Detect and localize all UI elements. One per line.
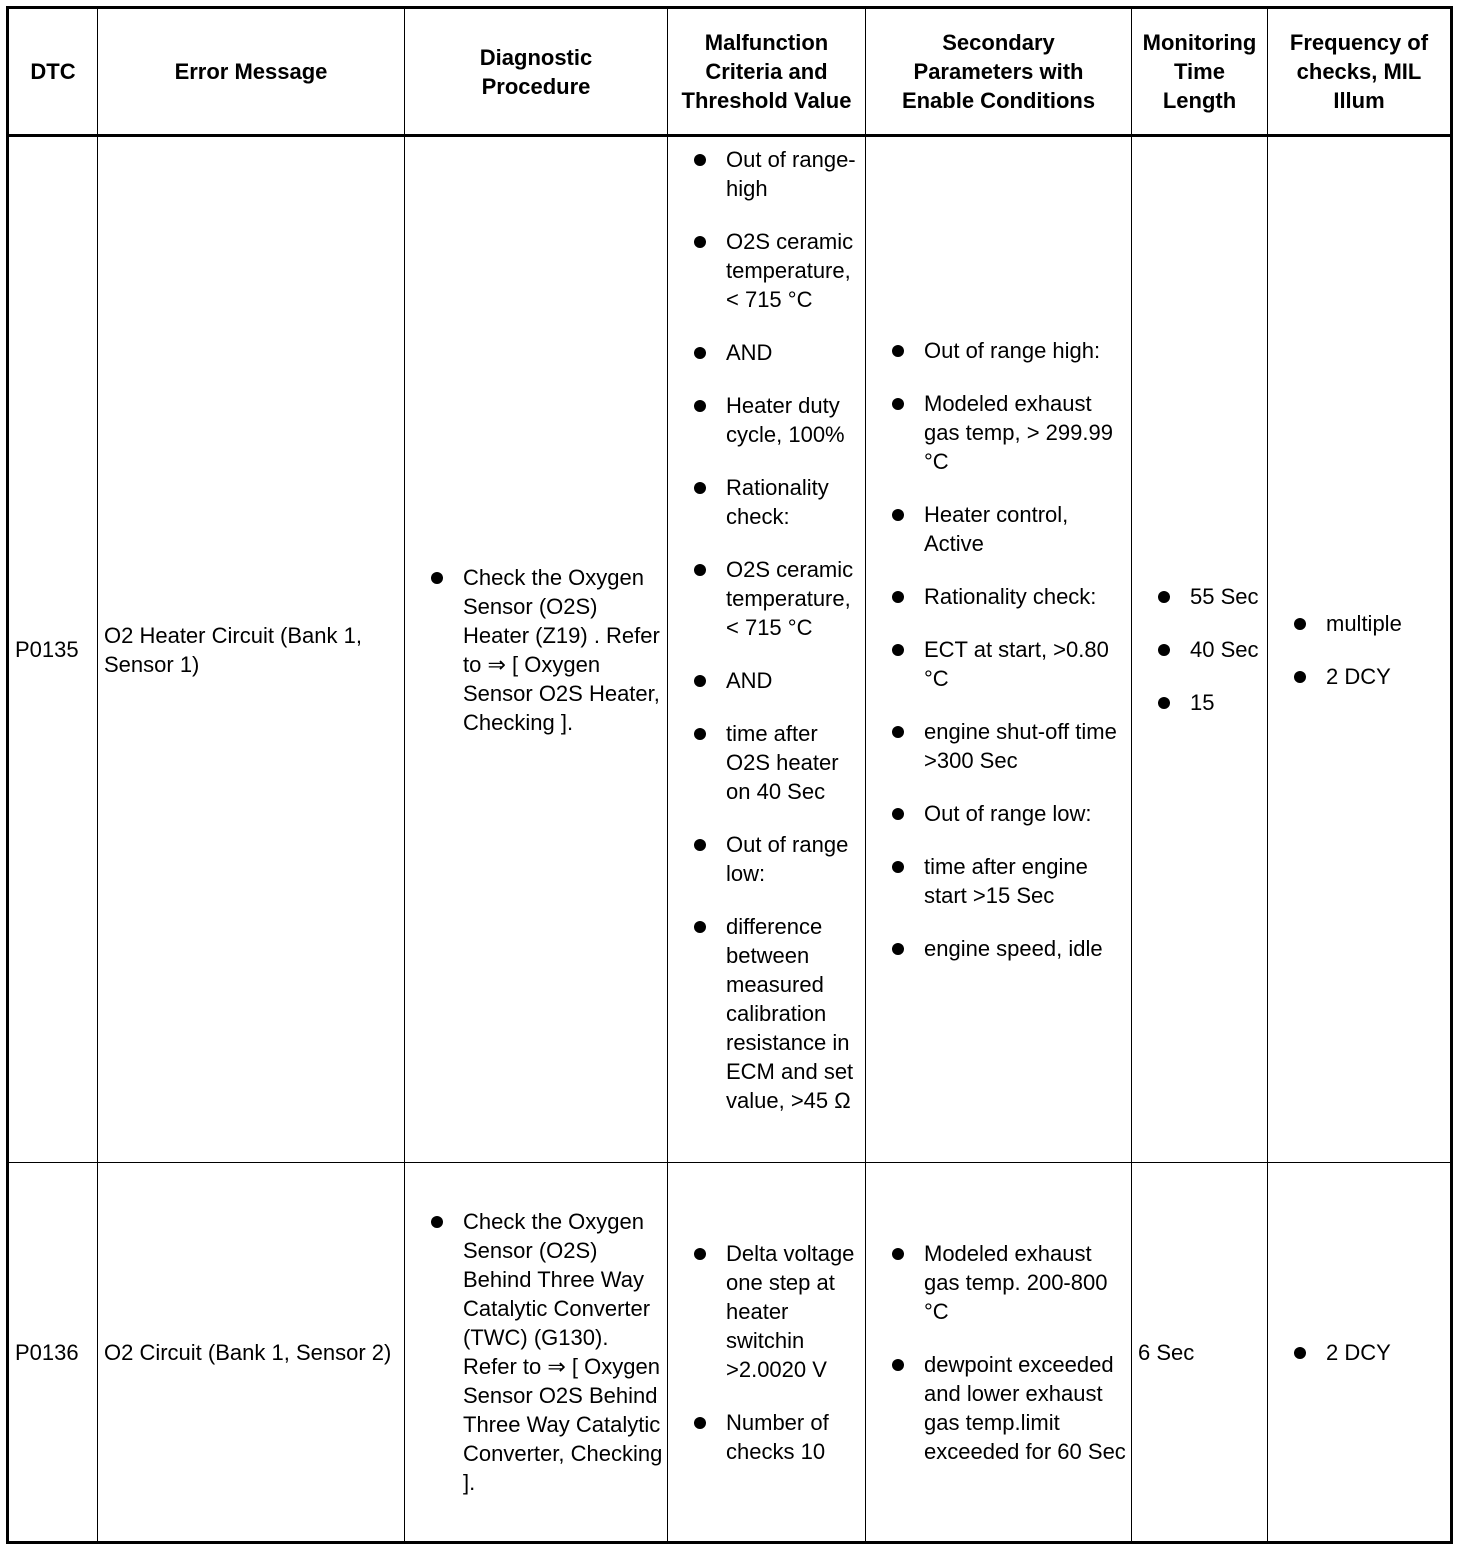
bullet-icon (1158, 644, 1170, 656)
diagnostic-procedure-text: Check the Oxygen Sensor (O2S) Behind Three Way Catalytic Converter (TWC) (G130). Refer to ⇒ [ Oxygen Sensor O2S Behind Three Way Catalytic Converter, Checking ]. (463, 1209, 663, 1495)
list-item (892, 717, 1127, 775)
list-item (1158, 688, 1263, 717)
parameter-text: Rationality check: (924, 584, 1097, 609)
header-diagnostic-procedure-text: Diagnostic Procedure (479, 44, 593, 99)
list-item (694, 666, 861, 695)
bullet-icon (694, 1248, 706, 1260)
list-item (694, 473, 861, 531)
monitoring-time-cell (1132, 136, 1268, 1163)
secondary-parameters-cell (866, 1163, 1132, 1543)
parameter-text: dewpoint exceeded and lower exhaust gas temp.limit exceeded for 60 Sec (924, 1351, 1126, 1464)
list-item (694, 830, 861, 888)
frequency-list (1274, 609, 1446, 691)
list-item (892, 635, 1127, 693)
bullet-icon (694, 564, 706, 576)
list-item (694, 338, 861, 367)
bullet-icon (694, 839, 706, 851)
malfunction-criteria-list (674, 145, 861, 1115)
diagnostic-procedure-cell (405, 136, 668, 1163)
bullet-icon (1294, 671, 1306, 683)
criteria-text: difference between measured calibration resistance in ECM and set value, >45 Ω (726, 914, 854, 1113)
header-frequency: Frequency of checks, MIL Illum (1268, 8, 1452, 136)
bullet-icon (892, 591, 904, 603)
criteria-text: Out of range low: (726, 832, 849, 886)
bullet-icon (431, 1216, 443, 1228)
header-dtc: DTC (8, 8, 98, 136)
bullet-icon (892, 1359, 904, 1371)
header-malfunction-criteria: Malfunction Criteria and Threshold Value (668, 8, 866, 136)
bullet-icon (694, 675, 706, 687)
criteria-text: AND (726, 340, 773, 365)
criteria-text: time after O2S heater on 40 Sec (726, 721, 839, 804)
bullet-icon (892, 1248, 904, 1260)
parameter-text: Heater control, Active (924, 502, 1069, 556)
list-item (694, 1408, 861, 1466)
header-error-message: Error Message (98, 8, 405, 136)
secondary-parameters-cell (866, 136, 1132, 1163)
bullet-icon (1294, 1347, 1306, 1359)
diagnostic-procedure-text: Check the Oxygen Sensor (O2S) Heater (Z19) . Refer to ⇒ [ Oxygen Sensor O2S Heater, Checking ]. (463, 564, 660, 735)
malfunction-criteria-cell (668, 1163, 866, 1543)
parameter-text: Out of range low: (924, 801, 1092, 826)
bullet-icon (892, 398, 904, 410)
bullet-icon (892, 509, 904, 521)
list-item (892, 500, 1127, 558)
dtc-table (6, 6, 1453, 1544)
bullet-icon (892, 861, 904, 873)
parameter-text: engine speed, idle (924, 936, 1103, 961)
list-item (1158, 635, 1263, 664)
error-message: O2 Circuit (Bank 1, Sensor 2) (98, 1163, 405, 1543)
bullet-icon (694, 728, 706, 740)
list-item (694, 912, 861, 1115)
secondary-parameters-list (872, 336, 1127, 963)
bullet-icon (892, 943, 904, 955)
bullet-icon (892, 808, 904, 820)
frequency-text: multiple (1326, 610, 1402, 636)
list-item (892, 799, 1127, 828)
list-item (892, 1239, 1127, 1326)
criteria-text: Number of checks 10 (726, 1409, 829, 1464)
list-item (892, 582, 1127, 611)
frequency-list (1274, 1338, 1446, 1367)
secondary-parameters-list (872, 1239, 1127, 1466)
criteria-text: Delta voltage one step at heater switchin >2.0020 V (726, 1240, 855, 1382)
frequency-text: 2 DCY (1326, 663, 1391, 689)
dtc-code: P0136 (8, 1163, 98, 1543)
bullet-icon (431, 572, 443, 584)
criteria-text: O2S ceramic temperature, < 715 °C (726, 229, 854, 312)
header-secondary-parameters (866, 8, 1132, 136)
list-item (694, 391, 861, 449)
parameter-text: time after engine start >15 Sec (924, 854, 1088, 908)
list-item (892, 389, 1127, 476)
bullet-icon (1158, 697, 1170, 709)
malfunction-criteria-list (674, 1239, 861, 1466)
list-item (694, 719, 861, 806)
bullet-icon (892, 345, 904, 357)
parameter-text: ECT at start, >0.80 °C (924, 637, 1109, 691)
list-item (431, 563, 663, 737)
bullet-icon (892, 644, 904, 656)
list-item (1294, 662, 1446, 691)
parameter-text: Modeled exhaust gas temp. 200-800 °C (924, 1240, 1108, 1324)
list-item (694, 227, 861, 314)
list-item (431, 1207, 663, 1497)
header-row (8, 8, 1452, 136)
list-item (892, 1350, 1127, 1466)
header-monitoring-time: Monitoring Time Length (1132, 8, 1268, 136)
dtc-code: P0135 (8, 136, 98, 1163)
list-item (892, 852, 1127, 910)
table-row (8, 136, 1452, 1163)
list-item (892, 336, 1127, 365)
frequency-cell (1268, 1163, 1452, 1543)
bullet-icon (694, 154, 706, 166)
bullet-icon (1294, 618, 1306, 630)
list-item (694, 1239, 861, 1384)
criteria-text: AND (726, 668, 773, 693)
diagnostic-procedure-cell (405, 1163, 668, 1543)
monitoring-time-text: 40 Sec (1190, 637, 1259, 662)
bullet-icon (694, 236, 706, 248)
bullet-icon (694, 482, 706, 494)
monitoring-time-list (1138, 582, 1263, 717)
table-row (8, 1163, 1452, 1543)
monitoring-time-text: 55 Sec (1190, 584, 1259, 609)
frequency-cell (1268, 136, 1452, 1163)
list-item (1294, 1338, 1446, 1367)
parameter-text: engine shut-off time >300 Sec (924, 719, 1117, 773)
list-item (694, 555, 861, 642)
monitoring-time-value: 6 Sec (1132, 1163, 1268, 1543)
criteria-text: Out of range-high (726, 147, 856, 201)
criteria-text: Heater duty cycle, 100% (726, 393, 845, 447)
bullet-icon (694, 347, 706, 359)
criteria-text: Rationality check: (726, 475, 829, 529)
list-item (1294, 609, 1446, 638)
malfunction-criteria-cell (668, 136, 866, 1163)
header-diagnostic-procedure (405, 8, 668, 136)
criteria-text: O2S ceramic temperature, < 715 °C (726, 557, 854, 640)
frequency-text: 2 DCY (1326, 1339, 1391, 1365)
diagnostic-procedure-list (411, 563, 663, 737)
header-secondary-parameters-text: Secondary Parameters with Enable Conditions (901, 30, 1096, 113)
bullet-icon (694, 921, 706, 933)
parameter-text: Modeled exhaust gas temp, > 299.99 °C (924, 391, 1113, 474)
list-item (892, 934, 1127, 963)
list-item (694, 145, 861, 203)
diagnostic-procedure-list (411, 1207, 663, 1497)
error-message: O2 Heater Circuit (Bank 1, Sensor 1) (98, 136, 405, 1163)
parameter-text: Out of range high: (924, 338, 1101, 363)
bullet-icon (694, 1417, 706, 1429)
bullet-icon (694, 400, 706, 412)
list-item (1158, 582, 1263, 611)
bullet-icon (1158, 591, 1170, 603)
bullet-icon (892, 726, 904, 738)
monitoring-time-text: 15 (1190, 690, 1215, 715)
